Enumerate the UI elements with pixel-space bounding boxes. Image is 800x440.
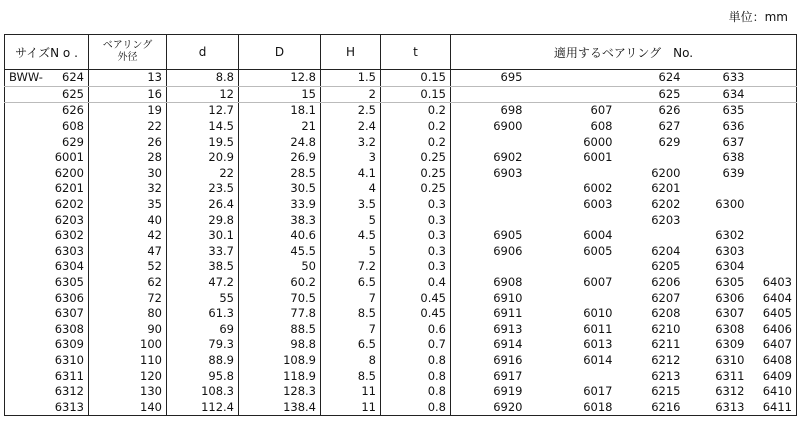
cell-t: 0.3	[381, 197, 451, 213]
cell-applicable-bearing	[749, 197, 797, 213]
cell-applicable-bearing: 6205	[651, 259, 681, 274]
cell-applicable-bearing: 639	[722, 165, 745, 180]
cell-applicable-bearing: 6906	[451, 244, 527, 260]
cell-applicable-bearing: 6210	[651, 321, 681, 336]
cell-D: 108.9	[239, 353, 321, 369]
cell-D: 45.5	[239, 244, 321, 260]
cell-D: 26.9	[239, 150, 321, 166]
cell-applicable-bearing	[527, 166, 617, 182]
cell-d: 112.4	[167, 399, 239, 415]
cell-D: 98.8	[239, 337, 321, 353]
cell-applicable-bearing: 6204	[651, 243, 681, 258]
unit-label: 単位：mm	[728, 10, 788, 24]
cell-applicable-bearing: 6200	[651, 165, 681, 180]
table-row	[5, 103, 797, 119]
table-row	[5, 353, 797, 369]
table-row	[5, 306, 797, 322]
cell-applicable-bearing: 608	[590, 119, 613, 134]
cell-d: 14.5	[167, 119, 239, 135]
cell-applicable-bearing: 6905	[451, 228, 527, 244]
cell-d: 88.9	[167, 353, 239, 369]
cell-bearing-od: 32	[89, 181, 167, 197]
cell-applicable-bearing	[749, 212, 797, 228]
cell-size-no: 6203	[5, 212, 89, 228]
cell-applicable-bearing: 6206	[651, 275, 681, 290]
cell-applicable-bearing: 695	[451, 70, 527, 87]
cell-t: 0.2	[381, 119, 451, 135]
cell-H: 7.2	[321, 259, 381, 275]
cell-applicable-bearing: 6914	[451, 337, 527, 353]
cell-applicable-bearing: 6014	[583, 352, 613, 367]
cell-d: 26.4	[167, 197, 239, 213]
cell-applicable-bearing: 6002	[583, 181, 613, 196]
cell-t: 0.45	[381, 306, 451, 322]
cell-H: 5	[321, 244, 381, 260]
cell-applicable-bearing	[749, 70, 797, 87]
cell-t: 0.2	[381, 134, 451, 150]
col-header-d: d	[167, 35, 239, 70]
cell-applicable-bearing	[451, 197, 527, 213]
cell-bearing-od: 120	[89, 368, 167, 384]
cell-t: 0.2	[381, 103, 451, 119]
cell-bearing-od: 28	[89, 150, 167, 166]
cell-applicable-bearing: 6207	[651, 290, 681, 305]
cell-size-no: 6201	[5, 181, 89, 197]
cell-applicable-bearing: 698	[451, 103, 527, 119]
table-row	[5, 244, 797, 260]
cell-D: 15	[239, 86, 321, 103]
table-row	[5, 322, 797, 338]
cell-D: 12.8	[239, 70, 321, 87]
cell-bearing-od: 16	[89, 86, 167, 103]
table-row	[5, 368, 797, 384]
cell-applicable-bearing: 6411	[749, 399, 797, 415]
cell-bearing-od: 110	[89, 353, 167, 369]
bearing-spec-table	[4, 34, 797, 416]
cell-D: 138.4	[239, 399, 321, 415]
cell-applicable-bearing: 6000	[583, 134, 613, 149]
cell-D: 118.9	[239, 368, 321, 384]
cell-bearing-od: 30	[89, 166, 167, 182]
cell-applicable-bearing: 6919	[451, 384, 527, 400]
cell-applicable-bearing	[749, 119, 797, 135]
cell-size-no: 6308	[5, 322, 89, 338]
cell-bearing-od: 19	[89, 103, 167, 119]
cell-applicable-bearing: 6001	[583, 150, 613, 165]
cell-t: 0.8	[381, 384, 451, 400]
cell-D: 30.5	[239, 181, 321, 197]
cell-bearing-od: 130	[89, 384, 167, 400]
cell-t: 0.6	[381, 322, 451, 338]
cell-D: 60.2	[239, 275, 321, 291]
cell-d: 23.5	[167, 181, 239, 197]
table-row	[5, 275, 797, 291]
cell-bearing-od: 80	[89, 306, 167, 322]
col-header-t: t	[381, 35, 451, 70]
col-header-applicable-bearings: 適用するベアリング No.	[451, 35, 797, 70]
cell-t: 0.15	[381, 86, 451, 103]
cell-applicable-bearing: 6208	[651, 306, 681, 321]
cell-d: 61.3	[167, 306, 239, 322]
cell-d: 12	[167, 86, 239, 103]
cell-H: 8.5	[321, 306, 381, 322]
cell-applicable-bearing: 6201	[651, 181, 681, 196]
cell-applicable-bearing: 6910	[451, 290, 527, 306]
cell-applicable-bearing: 6305	[715, 275, 745, 290]
cell-H: 4.1	[321, 166, 381, 182]
cell-applicable-bearing: 6018	[527, 399, 617, 415]
cell-applicable-bearing: 624	[617, 70, 685, 87]
cell-applicable-bearing	[685, 212, 749, 228]
cell-applicable-bearing	[749, 259, 797, 275]
cell-t: 0.15	[381, 70, 451, 87]
cell-applicable-bearing: 6409	[749, 368, 797, 384]
cell-size-no: 6311	[5, 368, 89, 384]
cell-applicable-bearing	[451, 212, 527, 228]
cell-applicable-bearing: 6307	[715, 306, 745, 321]
cell-applicable-bearing: 6916	[451, 353, 527, 369]
cell-size-no: 626	[5, 103, 89, 119]
cell-D: 28.5	[239, 166, 321, 182]
cell-applicable-bearing	[617, 150, 685, 166]
cell-applicable-bearing: 6310	[715, 352, 745, 367]
cell-t: 0.3	[381, 259, 451, 275]
cell-applicable-bearing	[451, 134, 527, 150]
cell-applicable-bearing: 607	[590, 103, 613, 118]
cell-bearing-od: 35	[89, 197, 167, 213]
cell-t: 0.3	[381, 244, 451, 260]
cell-applicable-bearing: 6902	[451, 150, 527, 166]
table-row	[5, 399, 797, 415]
cell-size-no: 6313	[5, 399, 89, 415]
cell-D: 24.8	[239, 134, 321, 150]
cell-size-no: 608	[5, 119, 89, 135]
cell-bearing-od: 62	[89, 275, 167, 291]
cell-H: 7	[321, 322, 381, 338]
table-row	[5, 228, 797, 244]
cell-size-no: 6312	[5, 384, 89, 400]
cell-size-no: 6200	[5, 166, 89, 182]
cell-applicable-bearing: 625	[617, 86, 685, 103]
cell-applicable-bearing: 6007	[583, 275, 613, 290]
cell-applicable-bearing: 6304	[715, 259, 745, 274]
cell-t: 0.25	[381, 150, 451, 166]
cell-applicable-bearing: 6312	[715, 384, 745, 399]
cell-applicable-bearing: 6302	[715, 228, 745, 243]
cell-bearing-od: 26	[89, 134, 167, 150]
cell-applicable-bearing: 626	[658, 103, 681, 118]
cell-applicable-bearing: 6408	[749, 353, 797, 369]
cell-size-no: 6306	[5, 290, 89, 306]
cell-t: 0.45	[381, 290, 451, 306]
cell-applicable-bearing: 6005	[583, 243, 613, 258]
cell-applicable-bearing	[749, 103, 797, 119]
cell-applicable-bearing	[527, 259, 617, 275]
cell-applicable-bearing	[617, 228, 685, 244]
table-row	[5, 70, 797, 87]
cell-d: 69	[167, 322, 239, 338]
cell-H: 1.5	[321, 70, 381, 87]
cell-applicable-bearing	[685, 181, 749, 197]
table-row	[5, 134, 797, 150]
cell-H: 3	[321, 150, 381, 166]
cell-D: 33.9	[239, 197, 321, 213]
cell-applicable-bearing: 6303	[715, 243, 745, 258]
cell-H: 11	[321, 399, 381, 415]
cell-applicable-bearing: 635	[722, 103, 745, 118]
table-row	[5, 150, 797, 166]
cell-H: 8.5	[321, 368, 381, 384]
cell-D: 70.5	[239, 290, 321, 306]
cell-t: 0.25	[381, 181, 451, 197]
cell-applicable-bearing: 6308	[715, 321, 745, 336]
cell-H: 4.5	[321, 228, 381, 244]
cell-d: 19.5	[167, 134, 239, 150]
cell-applicable-bearing: 6405	[749, 306, 797, 322]
cell-D: 128.3	[239, 384, 321, 400]
cell-H: 7	[321, 290, 381, 306]
cell-applicable-bearing: 6908	[451, 275, 527, 291]
table-row	[5, 166, 797, 182]
size-prefix: BWW-	[9, 70, 43, 84]
cell-applicable-bearing: 6003	[583, 197, 613, 212]
table-row	[5, 181, 797, 197]
cell-d: 79.3	[167, 337, 239, 353]
cell-bearing-od: 100	[89, 337, 167, 353]
cell-size-no: 6309	[5, 337, 89, 353]
cell-applicable-bearing	[527, 70, 617, 87]
cell-applicable-bearing: 6311	[715, 368, 745, 383]
col-header-H: H	[321, 35, 381, 70]
cell-H: 11	[321, 384, 381, 400]
cell-applicable-bearing: 634	[685, 86, 749, 103]
cell-size-no: 6202	[5, 197, 89, 213]
cell-d: 8.8	[167, 70, 239, 87]
cell-applicable-bearing: 637	[722, 134, 745, 149]
cell-applicable-bearing: 6917	[451, 368, 527, 384]
cell-H: 2	[321, 86, 381, 103]
cell-applicable-bearing: 6215	[651, 384, 681, 399]
cell-bearing-od: 52	[89, 259, 167, 275]
cell-applicable-bearing: 6011	[583, 321, 613, 336]
cell-D: 21	[239, 119, 321, 135]
col-header-D: D	[239, 35, 321, 70]
cell-bearing-od: 13	[89, 70, 167, 87]
cell-applicable-bearing: 6010	[583, 306, 613, 321]
cell-applicable-bearing: 6407	[749, 337, 797, 353]
col-header-size-no: サイズN o .	[5, 35, 89, 70]
cell-applicable-bearing: 6203	[651, 212, 681, 227]
table-row	[5, 197, 797, 213]
cell-applicable-bearing	[527, 290, 617, 306]
cell-H: 2.5	[321, 103, 381, 119]
cell-d: 38.5	[167, 259, 239, 275]
cell-size-no: 6001	[5, 150, 89, 166]
cell-applicable-bearing: 633	[685, 70, 749, 87]
cell-applicable-bearing: 6406	[749, 322, 797, 338]
cell-size-no: BWW- 624	[5, 70, 89, 87]
cell-applicable-bearing: 636	[722, 119, 745, 134]
cell-D: 77.8	[239, 306, 321, 322]
cell-applicable-bearing: 6913	[451, 322, 527, 338]
cell-size-no: 6302	[5, 228, 89, 244]
cell-size-no: 6305	[5, 275, 89, 291]
cell-applicable-bearing: 638	[722, 150, 745, 165]
table-row	[5, 212, 797, 228]
cell-H: 8	[321, 353, 381, 369]
table-row	[5, 259, 797, 275]
cell-size-no: 6310	[5, 353, 89, 369]
cell-applicable-bearing: 6920	[451, 399, 527, 415]
table-row	[5, 119, 797, 135]
cell-applicable-bearing: 6903	[451, 166, 527, 182]
cell-t: 0.8	[381, 353, 451, 369]
cell-size-no: 625	[5, 86, 89, 103]
cell-applicable-bearing: 6211	[651, 337, 681, 352]
cell-t: 0.8	[381, 399, 451, 415]
cell-H: 6.5	[321, 337, 381, 353]
cell-bearing-od: 22	[89, 119, 167, 135]
cell-applicable-bearing	[451, 86, 527, 103]
cell-t: 0.3	[381, 212, 451, 228]
cell-applicable-bearing: 6013	[583, 337, 613, 352]
cell-applicable-bearing: 6300	[715, 197, 745, 212]
cell-d: 33.7	[167, 244, 239, 260]
cell-applicable-bearing: 6403	[749, 275, 797, 291]
cell-applicable-bearing: 6017	[583, 384, 613, 399]
cell-d: 22	[167, 166, 239, 182]
cell-t: 0.3	[381, 228, 451, 244]
cell-d: 95.8	[167, 368, 239, 384]
cell-H: 3.5	[321, 197, 381, 213]
header-row	[5, 35, 797, 70]
cell-H: 2.4	[321, 119, 381, 135]
cell-applicable-bearing	[749, 244, 797, 260]
cell-applicable-bearing	[451, 181, 527, 197]
cell-t: 0.25	[381, 166, 451, 182]
cell-D: 38.3	[239, 212, 321, 228]
cell-d: 47.2	[167, 275, 239, 291]
cell-applicable-bearing: 6212	[651, 352, 681, 367]
cell-d: 20.9	[167, 150, 239, 166]
cell-d: 30.1	[167, 228, 239, 244]
cell-applicable-bearing	[749, 228, 797, 244]
cell-t: 0.4	[381, 275, 451, 291]
cell-H: 4	[321, 181, 381, 197]
cell-D: 40.6	[239, 228, 321, 244]
cell-applicable-bearing: 627	[658, 119, 681, 134]
cell-applicable-bearing: 6410	[749, 384, 797, 400]
cell-applicable-bearing: 629	[658, 134, 681, 149]
cell-applicable-bearing: 6202	[651, 197, 681, 212]
cell-applicable-bearing: 6309	[715, 337, 745, 352]
cell-applicable-bearing	[527, 212, 617, 228]
cell-D: 50	[239, 259, 321, 275]
cell-applicable-bearing	[451, 259, 527, 275]
cell-D: 18.1	[239, 103, 321, 119]
cell-bearing-od: 47	[89, 244, 167, 260]
cell-applicable-bearing: 6213	[651, 368, 681, 383]
cell-applicable-bearing: 6004	[583, 228, 613, 243]
cell-applicable-bearing	[527, 368, 617, 384]
table-row	[5, 337, 797, 353]
cell-size-no: 6307	[5, 306, 89, 322]
cell-size-no: 6303	[5, 244, 89, 260]
cell-applicable-bearing	[749, 181, 797, 197]
cell-size-no: 629	[5, 134, 89, 150]
cell-applicable-bearing: 6216	[617, 399, 685, 415]
cell-applicable-bearing: 6900	[451, 119, 527, 135]
cell-D: 88.5	[239, 322, 321, 338]
cell-applicable-bearing	[749, 150, 797, 166]
cell-d: 55	[167, 290, 239, 306]
cell-H: 6.5	[321, 275, 381, 291]
cell-d: 108.3	[167, 384, 239, 400]
cell-t: 0.7	[381, 337, 451, 353]
cell-applicable-bearing	[749, 86, 797, 103]
cell-H: 5	[321, 212, 381, 228]
cell-size-no: 6304	[5, 259, 89, 275]
table-row	[5, 290, 797, 306]
table-body	[5, 70, 797, 416]
cell-applicable-bearing: 6306	[715, 290, 745, 305]
cell-d: 29.8	[167, 212, 239, 228]
cell-bearing-od: 42	[89, 228, 167, 244]
cell-applicable-bearing	[749, 166, 797, 182]
table-row	[5, 86, 797, 103]
cell-applicable-bearing: 6911	[451, 306, 527, 322]
cell-applicable-bearing: 6313	[685, 399, 749, 415]
cell-d: 12.7	[167, 103, 239, 119]
col-header-bearing-od: ベアリング 外径	[89, 35, 167, 70]
cell-H: 3.2	[321, 134, 381, 150]
cell-applicable-bearing: 6404	[749, 290, 797, 306]
cell-applicable-bearing	[527, 86, 617, 103]
cell-bearing-od: 140	[89, 399, 167, 415]
cell-bearing-od: 90	[89, 322, 167, 338]
cell-t: 0.8	[381, 368, 451, 384]
cell-bearing-od: 72	[89, 290, 167, 306]
cell-bearing-od: 40	[89, 212, 167, 228]
cell-applicable-bearing	[749, 134, 797, 150]
table-row	[5, 384, 797, 400]
